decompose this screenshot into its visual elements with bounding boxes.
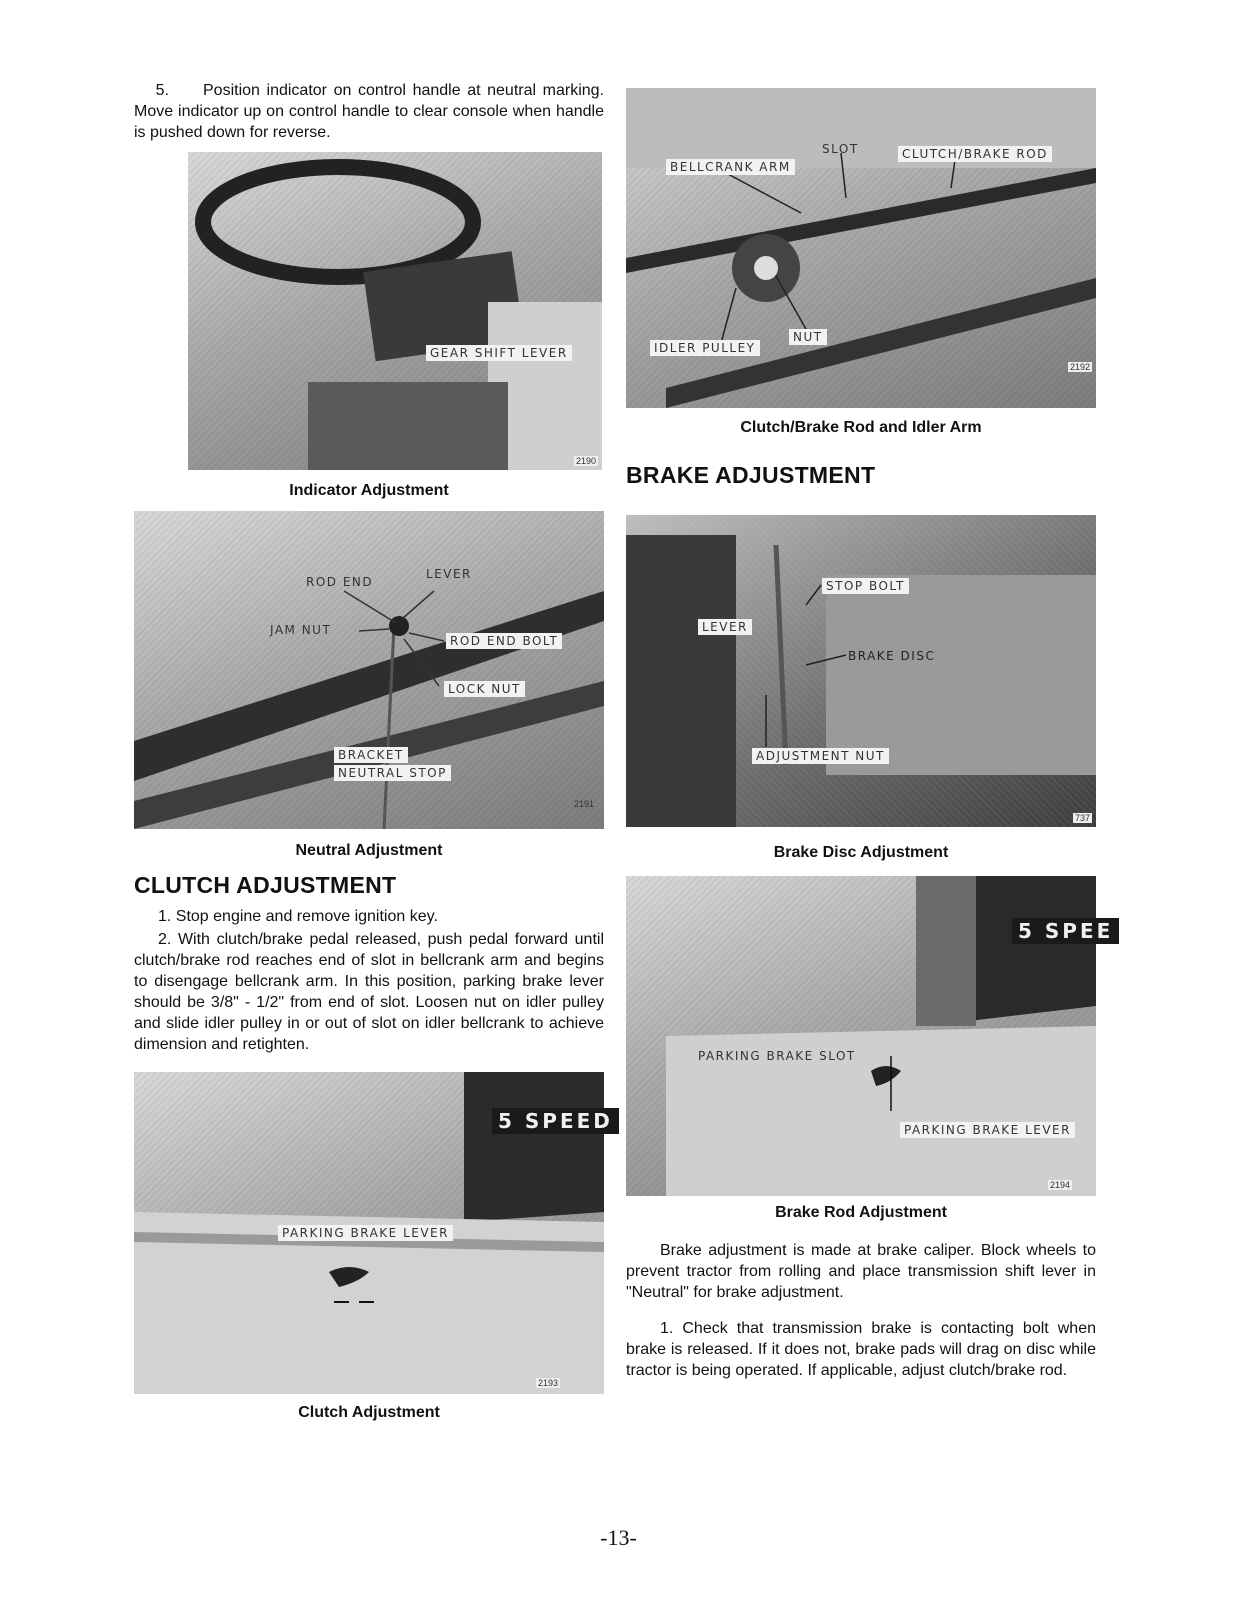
label-clutch-brake-rod: CLUTCH/BRAKE ROD xyxy=(898,146,1052,162)
step5-number: 5. xyxy=(155,82,169,99)
label-jam-nut: JAM NUT xyxy=(270,623,332,637)
label-bracket: BRACKET xyxy=(334,747,408,763)
caption-clutch-adjustment: Clutch Adjustment xyxy=(298,1404,440,1421)
label-adjustment-nut: ADJUSTMENT NUT xyxy=(752,748,889,764)
clutch-brake-rod-photo xyxy=(626,88,1096,408)
figure-number: 2191 xyxy=(573,799,594,809)
label-nut: NUT xyxy=(789,329,827,345)
figure-number: 737 xyxy=(1074,813,1090,823)
linkage-illustration xyxy=(134,511,604,829)
brake-text xyxy=(626,1240,1096,1381)
label-parking-brake-lever: PARKING BRAKE LEVER xyxy=(278,1225,453,1241)
rod-illustration xyxy=(626,88,1096,408)
clutch-step-2: 2. With clutch/brake pedal released, push pedal forward until clutch/brake rod reaches end of slot in bellcrank arm and begins to disengage bellcrank arm. In this position, parking brake lever should be 3/8" - 1/2" from end of slot. Loosen nut on idler pulley and slide idler pulley in or out of slot on idler bellcrank to achieve dimension and retighten. xyxy=(134,931,604,1053)
steering-wheel-illustration xyxy=(188,152,602,470)
brake-disc-illustration xyxy=(626,515,1096,827)
label-rod-end-bolt: ROD END BOLT xyxy=(446,633,562,649)
heading-clutch-adjustment: CLUTCH ADJUSTMENT xyxy=(134,872,397,898)
heading-brake-adjustment: BRAKE ADJUSTMENT xyxy=(626,462,876,488)
label-idler-pulley: IDLER PULLEY xyxy=(650,340,760,356)
clutch-steps xyxy=(134,906,604,1055)
figure-number: 2194 xyxy=(1049,1180,1070,1190)
label-lock-nut: LOCK NUT xyxy=(444,681,525,697)
label-bellcrank-arm: BELLCRANK ARM xyxy=(666,159,795,175)
brake-step-1: 1. Check that transmission brake is contacting bolt when brake is released. If it does not, brake pads will drag on disc while tractor is being operated. If applicable, adjust clutch/brake rod. xyxy=(626,1320,1096,1379)
label-neutral-stop: NEUTRAL STOP xyxy=(334,765,451,781)
caption-brake-disc-adjustment: Brake Disc Adjustment xyxy=(773,844,949,861)
label-lever: LEVER xyxy=(426,567,472,581)
caption-clutch-brake-rod: Clutch/Brake Rod and Idler Arm xyxy=(740,419,982,436)
brake-rod-photo xyxy=(626,876,1114,1196)
caption-brake-rod-adjustment: Brake Rod Adjustment xyxy=(775,1204,947,1221)
label-parking-brake-slot: PARKING BRAKE SLOT xyxy=(698,1049,856,1063)
figure-number: 2193 xyxy=(537,1378,558,1388)
figure-number: 2190 xyxy=(575,456,596,466)
caption-neutral-adjustment: Neutral Adjustment xyxy=(295,842,443,859)
indicator-adjustment-photo xyxy=(188,152,602,470)
page-number: -13- xyxy=(600,1525,637,1550)
step5-paragraph xyxy=(134,80,604,143)
label-lever: LEVER xyxy=(698,619,752,635)
brake-disc-photo xyxy=(626,515,1096,827)
step5-text: Position indicator on control handle at neutral marking. Move indicator up on control handle to clear console when handle is pushed down for reverse. xyxy=(134,82,604,141)
figure-number: 2192 xyxy=(1069,362,1090,372)
label-gear-shift-lever: GEAR SHIFT LEVER xyxy=(426,345,572,361)
caption-indicator-adjustment: Indicator Adjustment xyxy=(289,482,449,499)
label-brake-disc: BRAKE DISC xyxy=(848,649,936,663)
clutch-adjustment-photo xyxy=(134,1072,613,1394)
brake-intro-paragraph: Brake adjustment is made at brake caliper. Block wheels to prevent tractor from rolling and place transmission shift lever in "Neutral" for brake adjustment. xyxy=(626,1242,1096,1301)
label-rod-end: ROD END xyxy=(306,575,374,589)
label-stop-bolt: STOP BOLT xyxy=(822,578,909,594)
label-slot: SLOT xyxy=(822,142,859,156)
neutral-adjustment-photo xyxy=(134,511,604,829)
label-five-speed: 5 SPEED xyxy=(492,1108,619,1134)
clutch-step-1: 1. Stop engine and remove ignition key. xyxy=(158,908,438,925)
label-parking-brake-lever: PARKING BRAKE LEVER xyxy=(900,1122,1075,1138)
label-five-speed: 5 SPEE xyxy=(1012,918,1119,944)
